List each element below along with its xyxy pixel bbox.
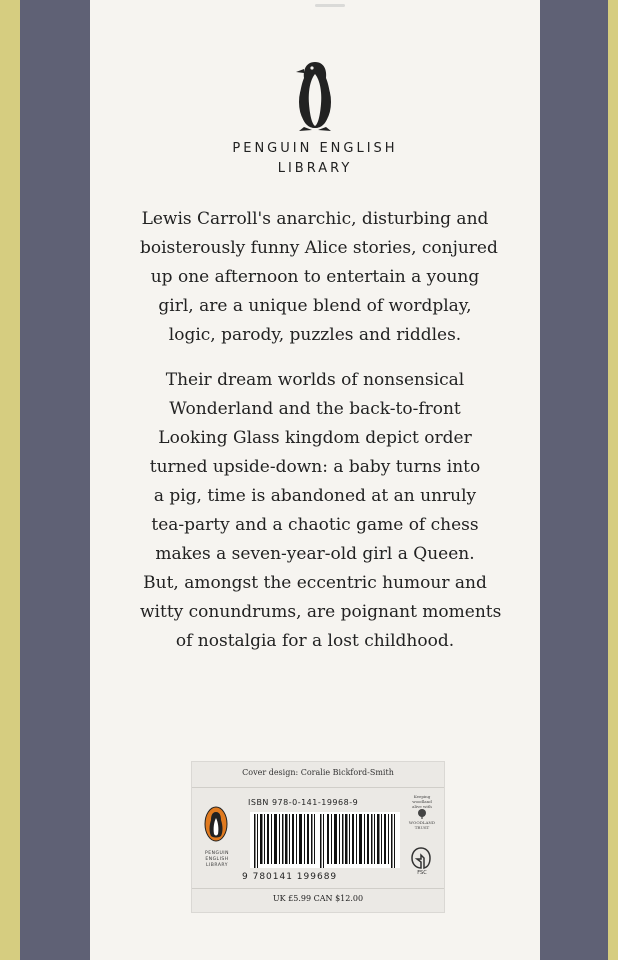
blurb-line: a pig, time is abandoned at an unruly (153, 486, 477, 506)
woodland-text: TRUST (414, 825, 430, 830)
cover-design-credit: Cover design: Coralie Bickford-Smith (242, 768, 394, 777)
imprint-line-2: LIBRARY (277, 161, 353, 176)
price-text: UK £5.99 CAN $12.00 (272, 894, 364, 903)
blurb-line: tea-party and a chaotic game of chess (151, 515, 479, 535)
left-page-edge (0, 0, 20, 960)
woodland-text: WOODLAND (408, 820, 436, 825)
right-border-band (540, 0, 608, 960)
blurb-line: Wonderland and the back-to-front (169, 399, 461, 419)
blurb-line: Looking Glass kingdom depict order (158, 428, 472, 448)
left-border-band (20, 0, 90, 960)
woodland-trust-mark (404, 794, 440, 830)
penguin-badge-icon (204, 806, 228, 842)
blurb-line: up one afternoon to entertain a young (150, 267, 480, 287)
fsc-tree-icon (409, 846, 433, 870)
isbn-text: ISBN 978-0-141-19968-9 (248, 798, 359, 807)
blurb-paragraph-2 (140, 366, 502, 656)
blurb-line: witty conundrums, are poignant moments (140, 602, 502, 622)
blurb-paragraph-1 (140, 205, 498, 350)
woodland-text: alive with (412, 804, 432, 809)
blurb-line: Lewis Carroll's anarchic, disturbing and (141, 209, 489, 229)
right-page-edge (608, 0, 618, 960)
blurb-line: logic, parody, puzzles and riddles. (168, 325, 462, 345)
blurb-line: But, amongst the eccentric humour and (143, 573, 487, 593)
blurb-line: Their dream worlds of nonsensical (165, 370, 465, 390)
barcode-digits: 9 780141 199689 (242, 872, 338, 882)
woodland-text: woodland (412, 799, 432, 804)
tree-icon (416, 809, 428, 819)
blurb-line: turned upside-down: a baby turns into (149, 457, 481, 477)
blurb-line: of nostalgia for a lost childhood. (175, 631, 455, 651)
barcode-box (191, 761, 445, 913)
badge-text-3: LIBRARY (205, 863, 229, 868)
barcode-inner-strip (192, 787, 444, 889)
woodland-text: Keeping (413, 794, 431, 799)
fsc-label: FSC (417, 870, 427, 876)
blurb-line: boisterously funny Alice stories, conjured (140, 238, 498, 258)
penguin-logo-icon (292, 58, 338, 132)
badge-text-1: PENGUIN (205, 851, 229, 856)
imprint-line-1: PENGUIN ENGLISH (232, 141, 398, 156)
barcode-icon (250, 812, 400, 868)
scuff-mark (315, 4, 345, 7)
blurb-line: girl, are a unique blend of wordplay, (158, 296, 472, 316)
blurb-line: makes a seven-year-old girl a Queen. (155, 544, 475, 564)
badge-text-2: ENGLISH (205, 857, 229, 862)
